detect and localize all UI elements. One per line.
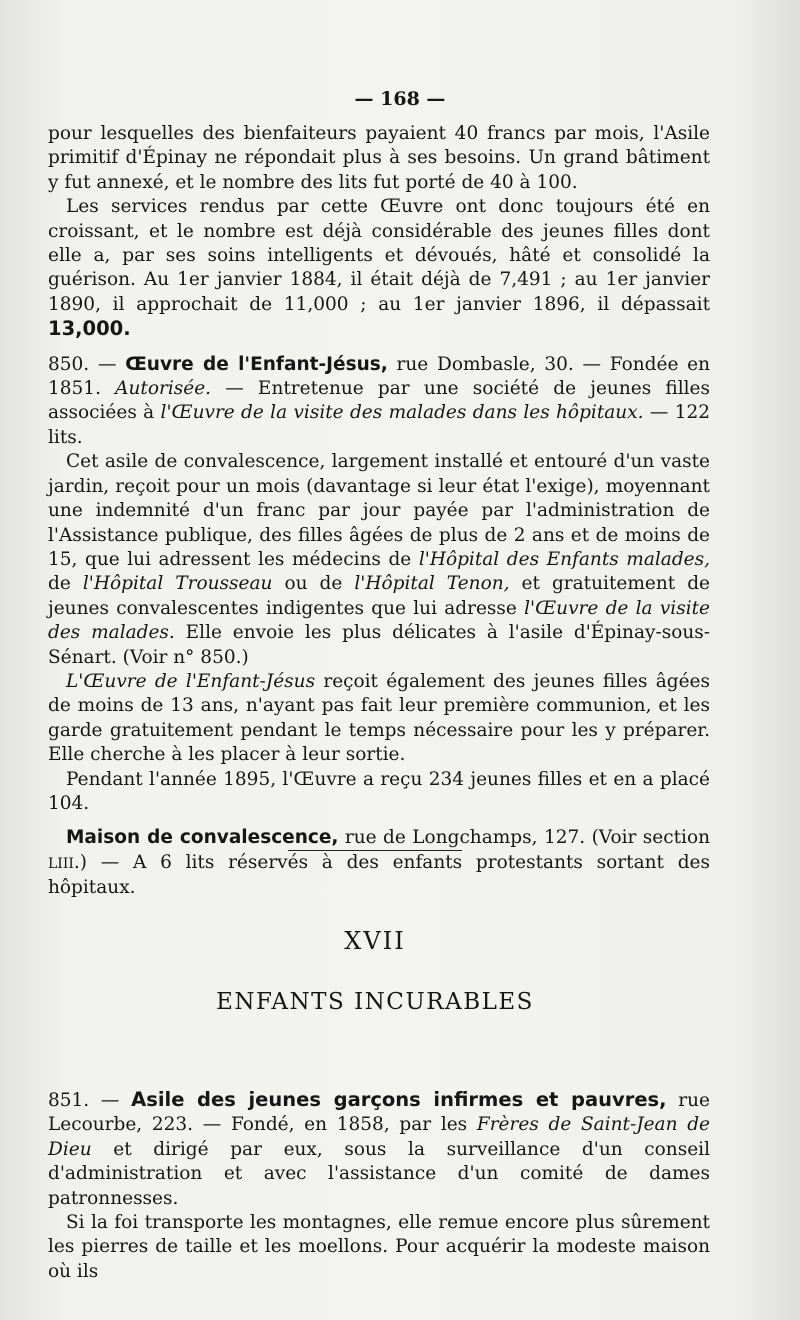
oeuvre-enfant-jesus-ref: L'Œuvre de l'Enfant-Jésus — [66, 670, 316, 692]
spacer — [48, 343, 710, 353]
maison-beds: .) — A 6 lits réservés à des enfants protestants sortant des hôpitaux. — [48, 851, 710, 899]
entry-850 — [48, 353, 710, 451]
convalescence-text-d: et gratuitement de jeunes convalescentes indigentes que lui adresse — [48, 573, 710, 619]
entry-850-number: 850. — — [48, 353, 117, 375]
entry-850-name: Œuvre de l'Enfant-Jésus, — [125, 353, 388, 375]
section-reference: LIII — [48, 855, 74, 872]
spacer — [48, 816, 710, 826]
section-number: XVII — [344, 927, 406, 955]
entry-850-beds: — 122 lits. — [48, 402, 711, 448]
maison-address: rue de Longchamps, 127. (Voir section — [338, 827, 711, 849]
section-title: ENFANTS INCURABLES — [216, 989, 534, 1015]
entry-850-status: Autorisée. — [115, 378, 212, 400]
entry-maison-convalescence — [48, 826, 710, 900]
section-divider — [288, 850, 462, 851]
paragraph-annee-1895: Pendant l'année 1895, l'Œuvre a reçu 234 jeunes filles et en a placé 104. — [48, 768, 710, 814]
entry-851-address: rue Lecourbe, 223. — Fondé, en 1858, par les — [48, 1090, 711, 1136]
entry-850-support: — Entretenue par une société de jeunes filles associées à — [48, 378, 710, 424]
total-count: 13,000. — [48, 317, 131, 341]
paragraph-services — [48, 195, 710, 342]
freres-saint-jean: Frères de Saint-Jean de Dieu — [48, 1114, 710, 1160]
communion-text: reçoit également des jeunes filles âgées de moins de 13 ans, n'ayant pas fait leur première communion, et les garde gratuitement pendant le temps nécessaire pour les y préparer. Elle cherche à les placer à leur sortie. — [48, 670, 710, 766]
convalescence-text-b: de — [48, 573, 83, 595]
entry-851-direction: et dirigé par eux, sous la surveillance d'un conseil d'administration et avec l'assistance d'un comité de dames patronnesses. — [48, 1138, 710, 1209]
lower-text — [48, 1088, 710, 1284]
oeuvre-visite-malades: l'Œuvre de la visite des malades. — [48, 597, 710, 644]
entry-851 — [48, 1088, 710, 1211]
entry-850-work: l'Œuvre de la visite des malades dans les hôpitaux. — [160, 402, 644, 424]
entry-850-address: rue Dombasle, 30. — Fondée en 1851. — [48, 353, 711, 400]
paragraph-communion — [48, 670, 710, 768]
paragraph-asile-epinay: pour lesquelles des bienfaiteurs payaient 40 francs par mois, l'Asile primitif d'Épinay ne répondait plus à ses besoins. Un grand bâtiment y fut annexé, et le nombre des lits fut porté de 40 à 100. — [48, 123, 710, 193]
paragraph-convalescence — [48, 450, 710, 670]
hopital-tenon: l'Hôpital Tenon, — [354, 573, 510, 595]
hopital-trousseau: l'Hôpital Trousseau — [82, 573, 273, 595]
convalescence-text-e: Elle envoie les plus délicates à l'asile d'Épinay-sous-Sénart. (Voir n° 850.) — [48, 622, 710, 668]
convalescence-text-c: ou de — [272, 573, 355, 595]
page-number: — 168 — — [354, 88, 446, 110]
maison-name: Maison de convalescence, — [66, 827, 339, 849]
services-text: Les services rendus par cette Œuvre ont donc toujours été en croissant, et le nombre est déjà considérable des jeunes filles dont elle a, par ses soins intelligents et dévoués, hâté et consolidé la guérison. Au 1er janvier 1884, il était déjà de 7,491 ; au 1er janvier 1890, il approchait de 11,000 ; au 1er janvier 1896, il dépassait — [48, 196, 710, 315]
convalescence-text-a: Cet asile de convalescence, largement installé et entouré d'un vaste jardin, reçoit pour un mois (davantage si leur état l'exige), moyennant une indemnité d'un franc par jour payée par l'administration de l'Assistance publique, des filles âgées de plus de 2 ans et de moins de 15, que lui adressent les médecins de — [48, 451, 710, 570]
entry-851-number: 851. — — [48, 1090, 120, 1111]
paragraph-foi: Si la foi transporte les montagnes, elle remue encore plus sûrement les pierres de taille et les moellons. Pour acquérir la modeste maison où ils — [48, 1212, 710, 1282]
hopital-enfants-malades: l'Hôpital des Enfants malades, — [418, 548, 710, 570]
entry-851-name: Asile des jeunes garçons infirmes et pauvres, — [131, 1088, 667, 1111]
upper-text — [48, 122, 710, 901]
